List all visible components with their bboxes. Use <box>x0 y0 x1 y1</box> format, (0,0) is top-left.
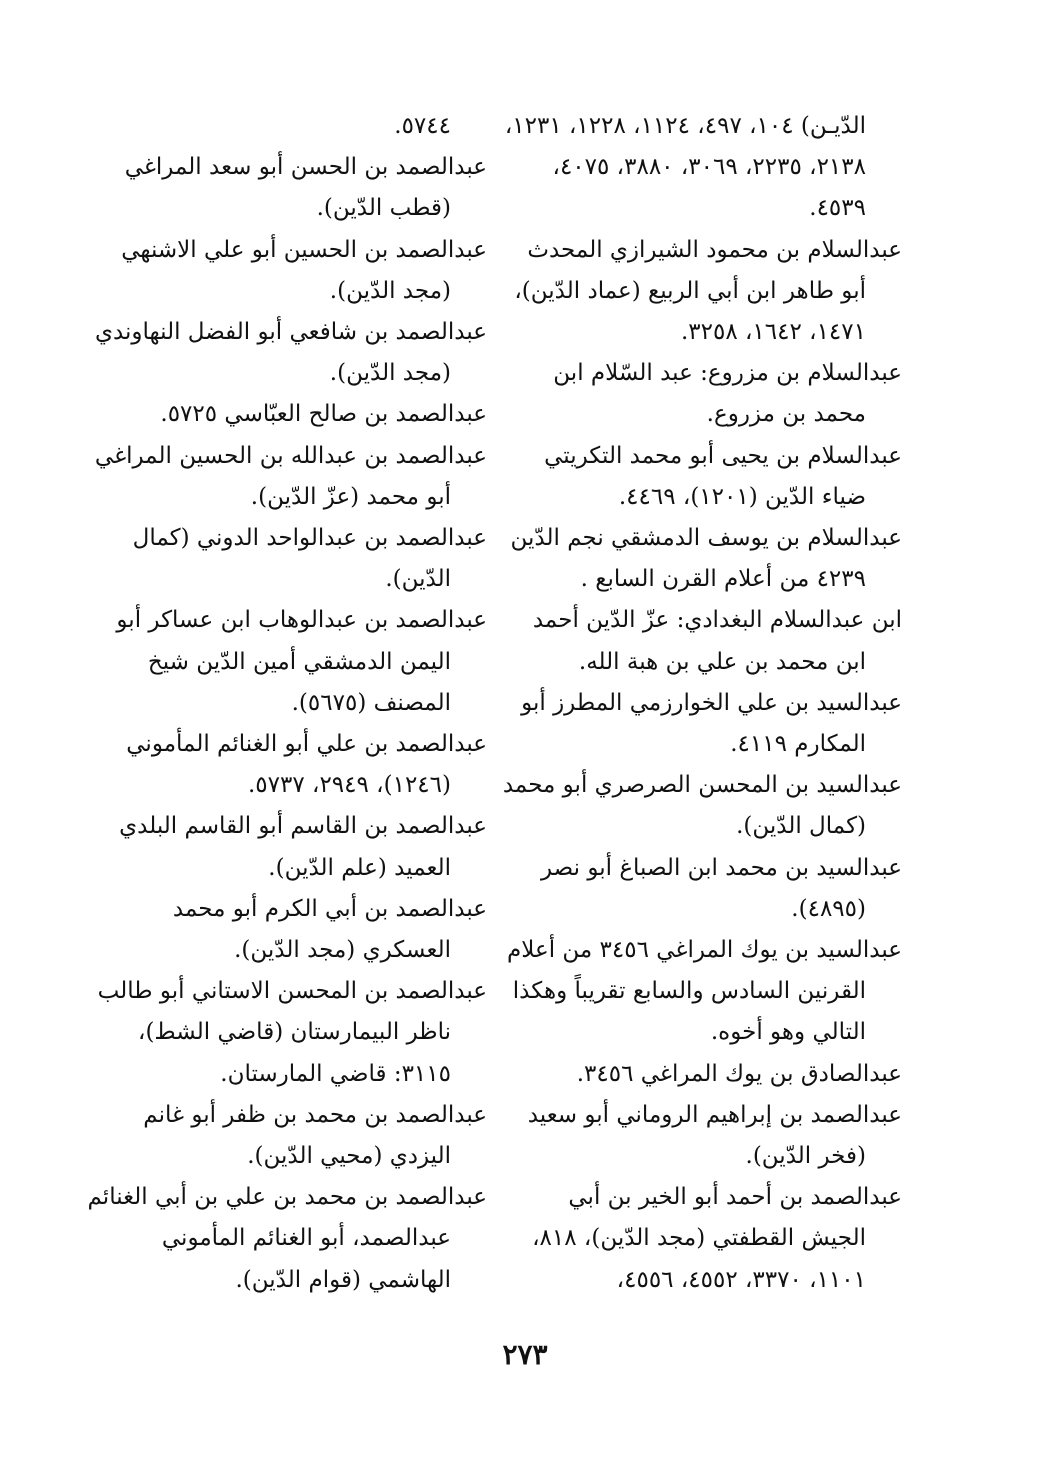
index-entry: عبدالسيد بن علي الخوارزمي المطرز أبو المكارم ٤١١٩. <box>521 689 902 758</box>
index-entry: عبدالصمد بن صالح العبّاسي ٥٧٢٥. <box>160 401 487 428</box>
index-entry: عبدالصمد بن الحسين أبو علي الاشنهي (مجد الدّين). <box>121 236 487 304</box>
index-entry: عبدالصمد بن عبدالواحد الدوني (كمال الدّين). <box>132 525 487 593</box>
index-entry: عبدالصمد بن أحمد أبو الخير بن أبي الجيش القطفتي (مجد الدّين)، ٨١٨، ١١٠١، ٣٣٧٠، ٤٥٥٢، ٤٥٥٦، <box>532 1184 902 1293</box>
index-entry: عبدالسلام بن مزروع: عبد السّلام ابن محمد بن مزروع. <box>553 360 902 428</box>
index-entry-continuation: الدّيـن) ١٠٤، ٤٩٧، ١١٢٤، ١٢٢٨، ١٢٣١، ٢١٣٨، ٢٢٣٥، ٣٠٦٩، ٣٨٨٠، ٤٠٧٥، ٤٥٣٩. <box>504 113 866 222</box>
index-entry: عبدالصادق بن يوك المراغي ٣٤٥٦. <box>576 1060 902 1087</box>
index-entry: عبدالسلام بن محمود الشيرازي المحدث أبو طاهر ابن أبي الربيع (عماد الدّين)، ١٤٧١، ١٦٤٢، ٣٢٥٨. <box>514 236 902 346</box>
index-entry: عبدالصمد بن المحسن الاستاني أبو طالب ناظر البيمارستان (قاضي الشط)، ٣١١٥: قاضي المارستان. <box>97 978 487 1087</box>
index-entry: عبدالسيد بن المحسن الصرصري أبو محمد (كمال الدّين). <box>502 772 902 840</box>
index-entry: عبدالصمد بن القاسم أبو القاسم البلدي العميد (علم الدّين). <box>119 813 487 881</box>
index-entry: عبدالصمد بن عبدالله بن الحسين المراغي أبو محمد (عزّ الدّين). <box>94 442 487 510</box>
index-entry: ابن عبدالسلام البغدادي: عزّ الدّين أحمد ابن محمد بن علي بن هبة الله. <box>532 607 902 675</box>
page-number: ٢٧٣ <box>502 1338 548 1371</box>
index-entry: عبدالصمد بن محمد بن ظفر أبو غانم اليزدي (محيي الدّين). <box>143 1101 487 1170</box>
index-entry: عبدالصمد بن عبدالوهاب ابن عساكر أبو اليمن الدمشقي أمين الدّين شيخ المصنف (٥٦٧٥). <box>116 607 487 716</box>
index-entry: عبدالصمد بن الحسن أبو سعد المراغي (قطب الدّين). <box>124 154 487 222</box>
index-entry: عبدالصمد بن إبراهيم الروماني أبو سعيد (فخر الدّين). <box>527 1101 902 1170</box>
index-entry: عبدالسلام بن يوسف الدمشقي نجم الدّين ٤٢٣٩ من أعلام القرن السابع . <box>510 525 902 593</box>
index-entry: عبدالسلام بن يحيى أبو محمد التكريتي ضياء الدّين (١٢٠١)، ٤٤٦٩. <box>544 442 902 510</box>
index-entry: عبدالصمد بن شافعي أبو الفضل النهاوندي (مجد الدّين). <box>94 319 487 387</box>
index-entry: عبدالصمد بن محمد بن علي بن أبي الغنائم عبدالصمد، أبو الغنائم المأموني الهاشمي (قوام الدّين). <box>87 1184 487 1293</box>
index-entry: عبدالصمد بن أبي الكرم أبو محمد العسكري (مجد الدّين). <box>172 895 487 964</box>
index-column-right <box>502 106 902 1301</box>
index-entry-continuation: ٥٧٤٤. <box>394 113 451 139</box>
index-entry: عبدالصمد بن علي أبو الغنائم المأموني (١٢٤٦)، ٢٩٤٩، ٥٧٣٧. <box>126 731 487 799</box>
index-entry: عبدالسيد بن محمد ابن الصباغ أبو نصر (٤٨٩٥). <box>540 854 902 922</box>
index-column-left <box>87 106 487 1301</box>
index-entry: عبدالسيد بن يوك المراغي ٣٤٥٦ من أعلام القرنين السادس والسابع تقريباً وهكذا التالي وهو أخوه. <box>507 937 902 1046</box>
